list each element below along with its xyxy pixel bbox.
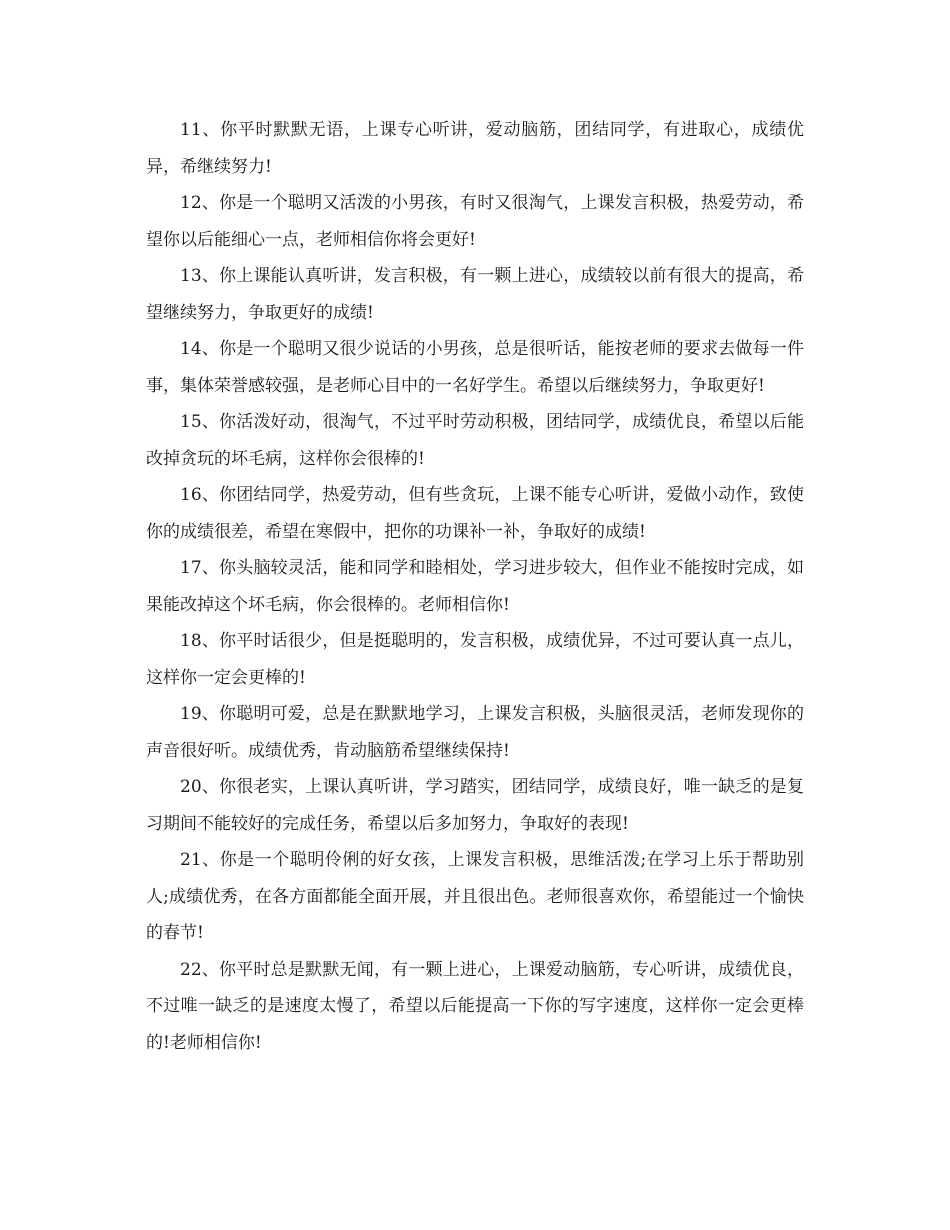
comment-paragraph-13: 13、你上课能认真听讲，发言积极，有一颗上进心，成绩较以前有很大的提高，希望继续努力，争取更好的成绩! <box>146 266 804 323</box>
comment-paragraph-15: 15、你活泼好动，很淘气，不过平时劳动积极，团结同学，成绩优良，希望以后能改掉贪玩的坏毛病，这样你会很棒的! <box>146 412 804 469</box>
comment-paragraph-12: 12、你是一个聪明又活泼的小男孩，有时又很淘气，上课发言积极，热爱劳动，希望你以后能细心一点，老师相信你将会更好! <box>146 193 804 250</box>
comment-paragraph-20: 20、你很老实，上课认真听讲，学习踏实，团结同学，成绩良好，唯一缺乏的是复习期间不能较好的完成任务，希望以后多加努力，争取好的表现! <box>146 777 804 834</box>
comment-paragraph-17: 17、你头脑较灵活，能和同学和睦相处，学习进步较大，但作业不能按时完成，如果能改掉这个坏毛病，你会很棒的。老师相信你! <box>146 558 804 615</box>
comment-paragraph-16: 16、你团结同学，热爱劳动，但有些贪玩，上课不能专心听讲，爱做小动作，致使你的成绩很差，希望在寒假中，把你的功课补一补，争取好的成绩! <box>146 485 804 542</box>
comment-paragraph-18: 18、你平时话很少，但是挺聪明的，发言积极，成绩优异，不过可要认真一点儿，这样你一定会更棒的! <box>146 631 804 688</box>
comment-paragraph-21: 21、你是一个聪明伶俐的好女孩，上课发言积极，思维活泼;在学习上乐于帮助别人;成绩优秀，在各方面都能全面开展，并且很出色。老师很喜欢你，希望能过一个愉快的春节! <box>146 850 804 943</box>
comment-paragraph-19: 19、你聪明可爱，总是在默默地学习，上课发言积极，头脑很灵活，老师发现你的声音很好听。成绩优秀，肯动脑筋希望继续保持! <box>146 704 804 761</box>
comment-paragraph-22: 22、你平时总是默默无闻，有一颗上进心，上课爱动脑筋，专心听讲，成绩优良，不过唯一缺乏的是速度太慢了，希望以后能提高一下你的写字速度，这样你一定会更棒的!老师相信你! <box>146 959 804 1053</box>
comment-paragraph-14: 14、你是一个聪明又很少说话的小男孩，总是很听话，能按老师的要求去做每一件事，集体荣誉感较强，是老师心目中的一名好学生。希望以后继续努力，争取更好! <box>146 339 804 396</box>
document-body <box>146 112 804 1061</box>
comment-paragraph-11: 11、你平时默默无语，上课专心听讲，爱动脑筋，团结同学，有进取心，成绩优异，希继续努力! <box>146 120 804 177</box>
